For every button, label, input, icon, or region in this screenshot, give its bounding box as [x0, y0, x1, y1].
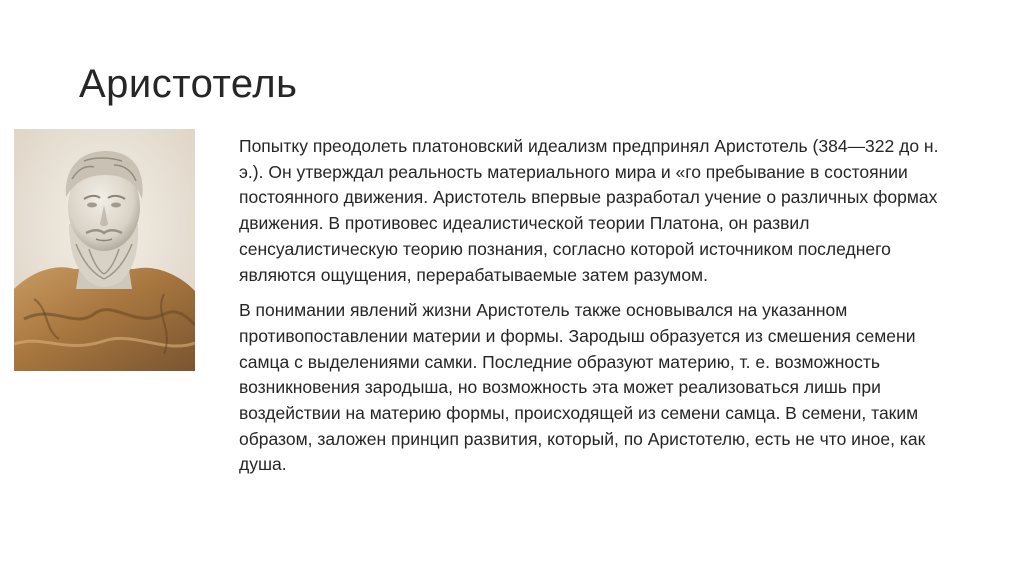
paragraph-2: В понимании явлений жизни Аристотель также основывался на указанном противопоставлении материи и формы. Зародыш образуется из смешения семени самца с выделениями самки. Последние образуют материю, т. е. возможность возникновения зародыша, но возможность эта может реализоваться лишь при воздействии на материю формы, происходящей из семени самца. В семени, таким образом, заложен принцип развития, который, по Аристотелю, есть не что иное, как душа. — [239, 300, 926, 475]
slide-body — [239, 134, 959, 488]
aristotle-bust-image — [14, 129, 195, 371]
slide-title: Аристотель — [79, 62, 298, 106]
paragraph-1: Попытку преодолеть платоновский идеализм предпринял Аристотель (384—322 до н. э.). Он утверждал реальность материального мира и «го пребывание в состоянии постоянного движения. Аристотель впервые разработал учение о различных формах движения. В противовес идеалистической теории Платона, он развил сенсуалистическую теорию познания, согласно которой источником последнего являются ощущения, перерабатываемые затем разумом. — [239, 136, 939, 285]
bust-illustration — [14, 129, 195, 371]
